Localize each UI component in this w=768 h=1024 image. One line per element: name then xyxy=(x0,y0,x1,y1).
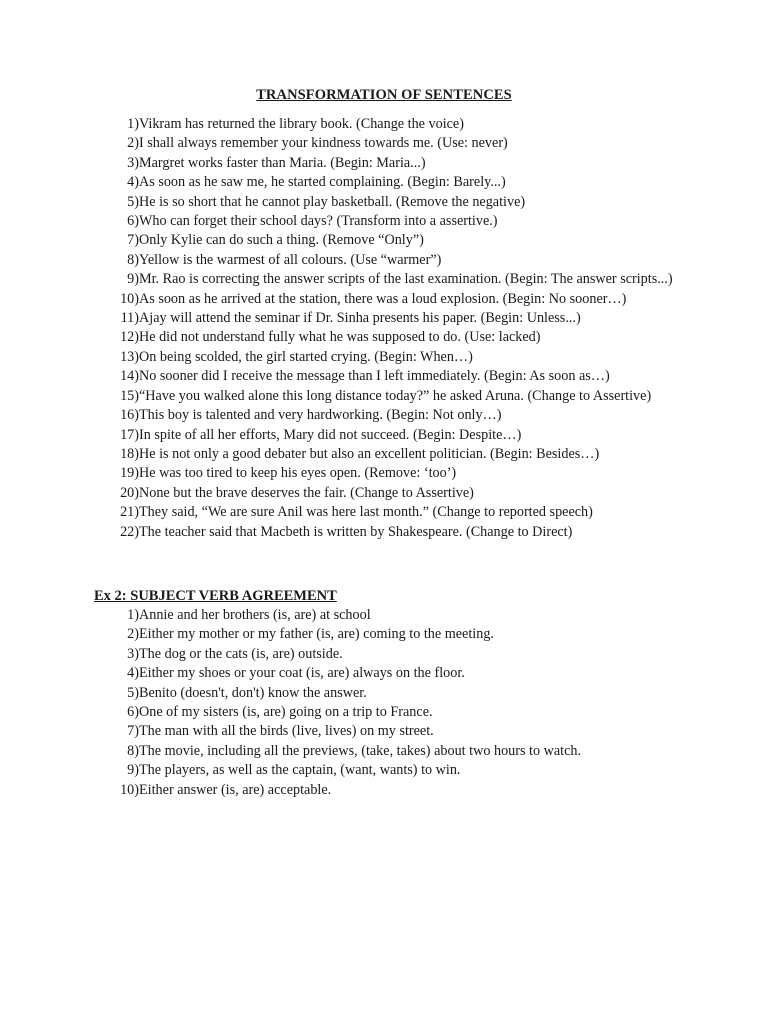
item-text: Margret works faster than Maria. (Begin: Maria...) xyxy=(139,154,426,171)
item-text: He is not only a good debater but also an excellent politician. (Begin: Besides…) xyxy=(139,445,600,462)
item-text: They said, “We are sure Anil was here last month.” (Change to reported speech) xyxy=(139,504,593,521)
list-item xyxy=(108,328,708,347)
list-item xyxy=(108,193,708,212)
list-item xyxy=(108,606,708,625)
item-number: 4) xyxy=(127,665,139,682)
item-text: He was too tired to keep his eyes open. (Remove: ‘too’) xyxy=(139,465,457,482)
item-text: Either my shoes or your coat (is, are) always on the floor. xyxy=(139,665,465,682)
item-text: Only Kylie can do such a thing. (Remove “Only”) xyxy=(139,232,424,249)
item-number: 2) xyxy=(127,626,139,643)
list-item xyxy=(108,270,708,289)
item-number: 19) xyxy=(120,465,139,482)
item-text: Who can forget their school days? (Transform into a assertive.) xyxy=(139,213,498,230)
list-item xyxy=(108,309,708,328)
list-item xyxy=(108,251,708,270)
item-number: 16) xyxy=(120,407,139,424)
list-item xyxy=(108,464,708,483)
list-item xyxy=(108,212,708,231)
item-text: “Have you walked alone this long distance today?” he asked Aruna. (Change to Assertive) xyxy=(139,387,652,404)
list-item xyxy=(108,348,708,367)
item-text: The players, as well as the captain, (want, wants) to win. xyxy=(139,762,461,779)
subject-verb-list xyxy=(108,606,708,800)
item-number: 9) xyxy=(127,762,139,779)
item-number: 5) xyxy=(127,684,139,701)
item-text: He is so short that he cannot play basketball. (Remove the negative) xyxy=(139,193,526,210)
item-number: 7) xyxy=(127,723,139,740)
item-number: 4) xyxy=(127,174,139,191)
item-number: 21) xyxy=(120,504,139,521)
item-text: On being scolded, the girl started crying. (Begin: When…) xyxy=(139,348,473,365)
list-item xyxy=(108,742,708,761)
item-text: Either answer (is, are) acceptable. xyxy=(139,781,332,798)
item-text: As soon as he arrived at the station, there was a loud explosion. (Begin: No sooner…) xyxy=(139,290,627,307)
item-text: In spite of all her efforts, Mary did not succeed. (Begin: Despite…) xyxy=(139,426,522,443)
item-text: One of my sisters (is, are) going on a trip to France. xyxy=(139,704,433,721)
item-number: 3) xyxy=(127,645,139,662)
item-number: 8) xyxy=(127,742,139,759)
list-item xyxy=(108,484,708,503)
item-text: Either my mother or my father (is, are) coming to the meeting. xyxy=(139,626,494,643)
item-text: The dog or the cats (is, are) outside. xyxy=(139,645,343,662)
item-text: Benito (doesn't, don't) know the answer. xyxy=(139,684,367,701)
item-text: This boy is talented and very hardworking. (Begin: Not only…) xyxy=(139,407,502,424)
list-item xyxy=(108,387,708,406)
list-item xyxy=(108,231,708,250)
list-item xyxy=(108,154,708,173)
item-number: 1) xyxy=(127,116,139,132)
item-number: 6) xyxy=(127,213,139,230)
item-text: Annie and her brothers (is, are) at school xyxy=(139,607,371,623)
list-item xyxy=(108,115,708,134)
item-number: 10) xyxy=(120,781,139,798)
list-item xyxy=(108,523,708,542)
item-number: 1) xyxy=(127,607,139,623)
item-text: The teacher said that Macbeth is written by Shakespeare. (Change to Direct) xyxy=(139,523,573,540)
item-text: Ajay will attend the seminar if Dr. Sinha presents his paper. (Begin: Unless...) xyxy=(139,310,581,327)
list-item xyxy=(108,664,708,683)
item-number: 7) xyxy=(127,232,139,249)
item-number: 22) xyxy=(120,523,139,540)
item-text: As soon as he saw me, he started complaining. (Begin: Barely...) xyxy=(139,174,506,191)
item-number: 20) xyxy=(120,484,139,501)
item-text: None but the brave deserves the fair. (Change to Assertive) xyxy=(139,484,474,501)
list-item xyxy=(108,703,708,722)
item-text: He did not understand fully what he was supposed to do. (Use: lacked) xyxy=(139,329,541,346)
item-number: 11) xyxy=(120,310,139,327)
item-number: 12) xyxy=(120,329,139,346)
item-text: No sooner did I receive the message than I left immediately. (Begin: As soon as…) xyxy=(139,368,610,385)
item-number: 2) xyxy=(127,135,139,152)
item-number: 13) xyxy=(120,348,139,365)
item-number: 17) xyxy=(120,426,139,443)
list-item xyxy=(108,722,708,741)
item-number: 10) xyxy=(120,290,139,307)
list-item xyxy=(108,173,708,192)
list-item xyxy=(108,445,708,464)
list-item xyxy=(108,134,708,153)
item-text: Vikram has returned the library book. (Change the voice) xyxy=(139,116,464,132)
list-item xyxy=(108,367,708,386)
list-item xyxy=(108,503,708,522)
item-text: Mr. Rao is correcting the answer scripts of the last examination. (Begin: The answer scripts...) xyxy=(139,271,673,288)
item-number: 8) xyxy=(127,251,139,268)
list-item xyxy=(108,625,708,644)
item-text: I shall always remember your kindness towards me. (Use: never) xyxy=(139,135,508,152)
document-title: TRANSFORMATION OF SENTENCES xyxy=(256,87,512,103)
list-item xyxy=(108,684,708,703)
list-item xyxy=(108,781,708,800)
item-text: The movie, including all the previews, (take, takes) about two hours to watch. xyxy=(139,742,582,759)
item-number: 18) xyxy=(120,445,139,462)
list-item xyxy=(108,406,708,425)
item-number: 5) xyxy=(127,193,139,210)
item-text: The man with all the birds (live, lives) on my street. xyxy=(139,723,434,740)
item-text: Yellow is the warmest of all colours. (Use “warmer”) xyxy=(139,251,442,268)
transformation-list xyxy=(108,115,708,542)
item-number: 15) xyxy=(120,387,139,404)
item-number: 3) xyxy=(127,154,139,171)
list-item xyxy=(108,761,708,780)
list-item xyxy=(108,290,708,309)
item-number: 6) xyxy=(127,704,139,721)
item-number: 9) xyxy=(127,271,139,288)
item-number: 14) xyxy=(120,368,139,385)
section-heading: Ex 2: SUBJECT VERB AGREEMENT xyxy=(94,588,337,604)
list-item xyxy=(108,426,708,445)
list-item xyxy=(108,645,708,664)
